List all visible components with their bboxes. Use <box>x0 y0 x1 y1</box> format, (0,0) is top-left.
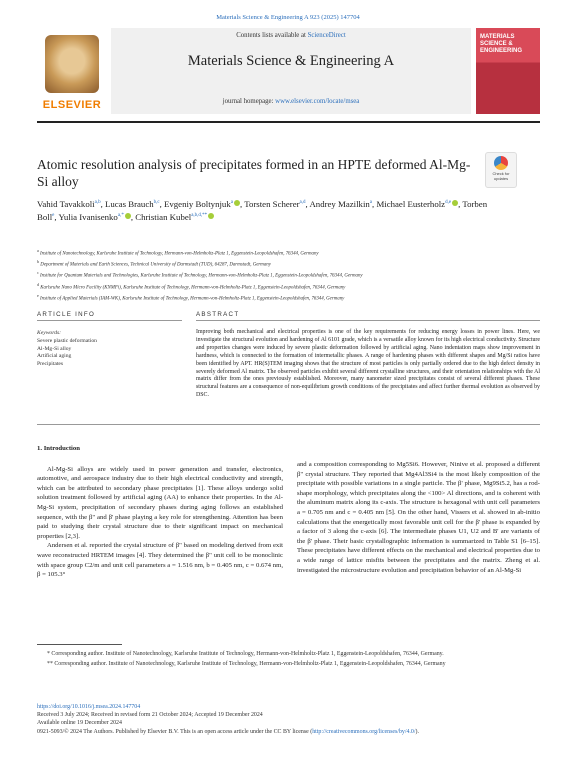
author[interactable]: Vahid Tavakkoli$^{a,b}$ <box>37 198 101 209</box>
orcid-icon[interactable] <box>234 200 240 206</box>
footnote-divider <box>37 644 122 645</box>
article-info-divider <box>37 320 182 321</box>
elsevier-tree-icon <box>45 35 99 93</box>
author[interactable]: Yulia Ivanisenko$^{a,*}$ <box>58 212 130 222</box>
abstract-divider <box>196 320 540 321</box>
header-divider <box>37 121 540 123</box>
license-link[interactable]: http://creativecommons.org/licenses/by/4.0/ <box>312 728 416 735</box>
elsevier-logo[interactable] <box>37 31 107 117</box>
footnote: ** Corresponding author. Institute of Nanotechnology, Karlsruhe Institute of Technology, Hermann-von-Helmholtz-Platz 1, Eggenstein-Leopoldshafen, 76344, Germany <box>47 661 446 668</box>
affiliations <box>37 247 537 303</box>
body-paragraph: and a composition corresponding to Mg5Si6. However, Ninive et al. proposed a different β" crystal structure. They reported that Mg4Al3Si4 is the most likely composition of the precipitate with possible variations in a single particle. The β' phase, Mg9Si5.2, has a rod-shape morphology, which precipitates along the <100> Al directions, and is coherent with the aluminum matrix along its c-axis. The structure is hexagonal with unit cell parameters a = 0.705 nm and c = 0.405 nm [5]. On the other hand, Vissers et al. showed in ab-initio calculations that the energetically most favorable unit cell for the β' phase is expanded by a factor of 3 along the c-axis [6]. The intermediate phases U1, U2 and B' are variants of the β' phase. Their basic crystallographic information is summarized in Table S1 [6–15]. These precipitates have different effects on the mechanical and electrical properties due to a wide range of lattice misfits between the precipitates and the matrix. Zheng et al. investigated the microstructure evolution and precipitation behavior of an Al-Mg-Si <box>297 461 540 574</box>
author[interactable]: Torsten Scherer$^{a,d}$ <box>244 198 306 209</box>
author[interactable]: Evgeniy Boltynjuk$^a$ <box>164 199 240 209</box>
crossmark-icon <box>494 156 508 170</box>
body-paragraph: Al-Mg-Si alloys are widely used in power generation and transfer, electronics, automotive, and aerospace industry due to their high electrical conductivity and strength, which can be attributed to secondary phase precipitates [1]. These alloys undergo solid solution treatment followed by artificial aging (AA) to enhance their properties. In the Al-Mg-Si system, precipitation of secondary phases during aging follows an established sequence, with the β" and β' phase playing a key role for strengthening. Attention has been paid to studying their crystal structure due to their significant impact on mechanical properties [2,3]. <box>37 465 283 540</box>
journal-header <box>37 28 540 120</box>
affiliation: $^b$ Department of Materials and Earth Sciences, Technical University of Darmstadt (TUD), 64287, Darmstadt, Germany <box>37 259 271 268</box>
orcid-icon[interactable] <box>125 213 131 219</box>
affiliation: $^a$ Institute of Nanotechnology, Karlsruhe Institute of Technology, Hermann-von-Helmholtz-Platz 1, Eggenstein-Leopoldshafen, 76344, Germany <box>37 248 319 257</box>
affiliation: $^e$ Institute of Applied Materials (IAM-WK), Karlsruhe Institute of Technology, Hermann-von-Helmholtz-Platz 1, Eggenstein-Leopoldshafen, 76344, Germany <box>37 292 345 302</box>
author[interactable]: Michael Eusterholz$^{d,e}$ <box>376 199 458 209</box>
received-dates: Received 3 July 2024; Received in revised form 21 October 2024; Accepted 19 December 2024 <box>37 712 263 719</box>
footnotes <box>37 650 540 671</box>
abstract-bottom-divider <box>37 424 540 425</box>
homepage-line: journal homepage: www.elsevier.com/locate/msea <box>222 98 360 105</box>
sciencedirect-link[interactable]: ScienceDirect <box>307 32 346 39</box>
affiliation: $^d$ Karlsruhe Nano Micro Facility (KNMFi), Karlsruhe Institute of Technology, Hermann-von-Helmholtz-Platz 1, Eggenstein-Leopoldshafen, 76344, Germany <box>37 281 346 291</box>
abstract-heading: ABSTRACT <box>196 311 240 318</box>
license-line: 0921-5093/© 2024 The Authors. Published by Elsevier B.V. This is an open access article under the CC BY license (http://creativecommons.org/licenses/by/4.0/). <box>37 728 419 735</box>
journal-reference[interactable]: Materials Science & Engineering A 923 (2025) 147704 <box>216 14 360 21</box>
author-list: Vahid Tavakkoli$^{a,b}$, Lucas Brauch$^{b,c}$, Evgeniy Boltynjuk$^a$ , Torsten Scherer$^{a,d}$, Andrey Mazilkin$^a$, Michael Eusterholz$^{d,e}$ , Torben Boll$^e$, Yulia Ivanisenko$^{a,*}$ , Christian Kubel$^{a,b,d,**}$ <box>37 198 488 222</box>
affiliation: $^c$ Institute for Quantum Materials and Technologies, Karlsruhe Institute of Technology, Hermann-von-Helmholtz-Platz 1, Eggenstein-Leopoldshafen, 76344, Germany <box>37 270 363 280</box>
keywords-block <box>37 330 97 369</box>
abstract-text: Improving both mechanical and electrical properties is one of the key requirements for reducing energy losses in power lines. Here, we investigate the structural evolution and hardening of Al 6101 grade, which is a versatile alloy known for its high electrical conductivity. Structure and properties changes were induced by severe plastic deformation followed by artificial aging. Nano indentation maps show improvement in hardness, which is connected to the formation of intermetallic phases. A range of hardening phases with different shapes and Mg/Si ratios have been identified by APT. HR(S)TEM imaging shows that the structure of most particles is only partially ordered due to the high defect density in severely deformed Al matrix. The observed particles exhibit several different crystalline structures, and their orientation relationships with the Al matrix differ from the ones previously established. Moreover, many nanometer sized precipitates consist of several different phases. These structural features are a consequence of non-equilibrium growth conditions of the precipitates and affect further thermal evolution as observed by DSC. <box>196 329 540 399</box>
article-metadata <box>37 703 540 736</box>
keyword: Severe plastic deformation <box>37 337 97 344</box>
author[interactable]: Lucas Brauch$^{b,c}$ <box>105 198 160 209</box>
available-online: Available online 19 December 2024 <box>37 720 122 727</box>
body-paragraph: Andersen et al. reported the crystal structure of β" based on modeling derived from exit wave reconstructed HRTEM images [4]. They determined the β" unit cell to be monoclinic with space group C2/m and unit cell parameters a = 1.516 nm, b = 0.405 nm, c = 0.674 nm, β = 105.3° <box>37 542 283 579</box>
journal-cover-image[interactable] <box>476 28 540 114</box>
body-right-column <box>297 460 540 575</box>
doi-link[interactable]: https://doi.org/10.1016/j.msea.2024.147704 <box>37 704 141 710</box>
orcid-icon[interactable] <box>208 213 214 219</box>
keyword: Al-Mg-Si alloy <box>37 345 72 352</box>
cover-title: MATERIALS SCIENCE & ENGINEERING <box>480 34 523 54</box>
keyword: Artificial aging <box>37 353 72 360</box>
journal-banner <box>111 28 471 114</box>
check-for-updates-badge[interactable]: Check for updates <box>485 152 517 188</box>
keyword: Precipitates <box>37 361 64 368</box>
footnote: * Corresponding author. Institute of Nanotechnology, Karlsruhe Institute of Technology, Hermann-von-Helmholtz-Platz 1, Eggenstein-Leopoldshafen, 76344, Germany. <box>47 651 444 657</box>
orcid-icon[interactable] <box>452 200 458 206</box>
author[interactable]: Torben Boll$^e$ <box>37 198 488 222</box>
author[interactable]: Andrey Mazilkin$^a$ <box>309 198 373 209</box>
body-left-column <box>37 444 283 580</box>
author[interactable]: Christian Kubel$^{a,b,d,**}$ <box>135 212 214 222</box>
article-info-heading: ARTICLE INFO <box>37 311 96 318</box>
section-heading: 1. Introduction <box>37 445 80 452</box>
paper-title: Atomic resolution analysis of precipitates formed in an HPTE deformed Al-Mg-Si alloy <box>37 157 471 189</box>
contents-line: Contents lists available at ScienceDirect <box>236 32 346 39</box>
keywords-label: Keywords: <box>37 330 62 336</box>
journal-title: Materials Science & Engineering A <box>187 53 395 69</box>
journal-homepage-link[interactable]: www.elsevier.com/locate/msea <box>275 98 360 105</box>
publisher-logo-text: ELSEVIER <box>42 99 102 111</box>
